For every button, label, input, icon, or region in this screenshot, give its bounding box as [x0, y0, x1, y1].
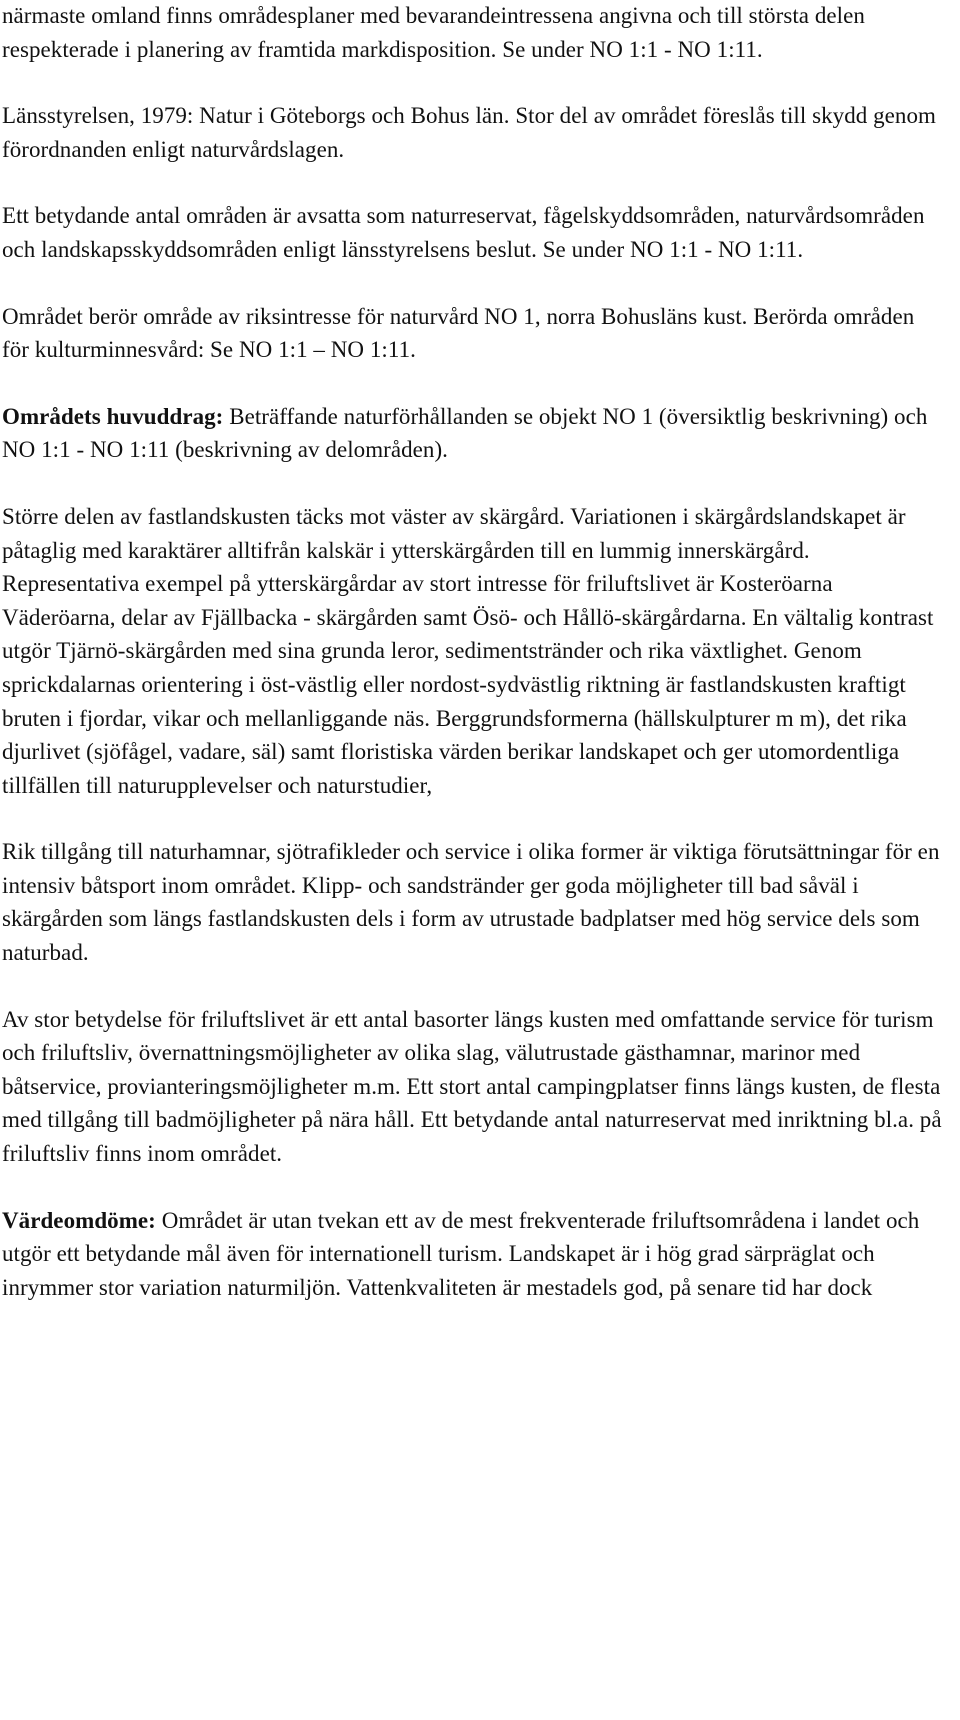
paragraph-riksintresse: Området berör område av riksintresse för naturvård NO 1, norra Bohusläns kust. Berörda områden för kulturminnesvård: Se NO 1:1 – NO 1:11.	[2, 303, 915, 363]
paragraph-gap	[2, 1171, 946, 1204]
paragraph-gap	[2, 66, 946, 99]
section-heading-huvuddrag: Områdets huvuddrag:	[2, 403, 224, 429]
paragraph-planning: närmaste omland finns områdesplaner med bevarandeintressena angivna och till största delen respekterade i planering av framtida markdisposition. Se under NO 1:1 - NO 1:11.	[2, 3, 865, 62]
paragraph-gap	[2, 166, 946, 199]
paragraph-reserves: Ett betydande antal områden är avsatta som naturreservat, fågelskyddsområden, naturvårdsområden och landskapsskyddsområden enligt länsstyrelsens beslut. Se under NO 1:1 - NO 1:11.	[2, 203, 925, 262]
paragraph-basorter: Av stor betydelse för friluftslivet är ett antal basorter längs kusten med omfattande service för turism och friluftsliv, övernattningsmöjligheter av olika slag, välutrustade gästhamnar, marinor med båtservice, provianteringsmöjligheter m.m. Ett stort antal campingplatser finns längs kusten, de flesta med tillgång till badmöjligheter på nära håll. Ett betydande antal naturreservat med inriktning bl.a. på friluftsliv finns inom området.	[2, 1006, 942, 1167]
paragraph-vardeomdome-text: Området är utan tvekan ett av de mest frekventerade friluftsområdena i landet och utgör ett betydande mål även för internationell turism. Landskapet är i hög grad särpräglat och inrymmer stor variation naturmiljön. Vattenkvaliteten är mestadels god, på senare tid har dock	[2, 1207, 920, 1300]
paragraph-gap	[2, 970, 946, 1003]
paragraph-huvuddrag	[2, 400, 946, 467]
paragraph-huvuddrag-text: Beträffande naturförhållanden se objekt NO 1 (översiktlig beskrivning) och NO 1:1 - NO 1:11 (beskrivning av delområden).	[2, 403, 928, 463]
section-heading-vardeomdome: Värdeomdöme:	[2, 1207, 156, 1233]
paragraph-vardeomdome	[2, 1204, 946, 1305]
paragraph-gap	[2, 367, 946, 400]
paragraph-gap	[2, 802, 946, 835]
paragraph-batsport: Rik tillgång till naturhamnar, sjötrafikleder och service i olika former är viktiga förutsättningar för en intensiv båtsport inom området. Klipp- och sandstränder ger goda möjligheter till bad såväl i skärgården som längs fastlandskusten dels i form av utrustade badplatser med hög service dels som naturbad.	[2, 839, 940, 966]
paragraph-gap	[2, 467, 946, 500]
paragraph-skargard: Större delen av fastlandskusten täcks mot väster av skärgård. Variationen i skärgårdslandskapet är påtaglig med karaktärer alltifrån kalskär i ytterskärgården till en lummig innerskärgård. Representativa exempel på ytterskärgårdar av stort intresse för friluftslivet är Kosteröarna Väderöarna, delar av Fjällbacka - skärgården samt Ösö- och Hållö-skärgårdarna. En vältalig kontrast utgör Tjärnö-skärgården med sina grunda leror, sedimentstränder och rika växtlighet. Genom sprickdalarnas orientering i öst-västlig eller nordost-sydvästlig riktning är fastlandskusten kraftigt bruten i fjordar, vikar och mellanliggande näs. Berggrundsformerna (hällskulpturer m m), det rika djurlivet (sjöfågel, vadare, säl) samt floristiska värden berikar landskapet och ger utomordentliga tillfällen till naturupplevelser och naturstudier,	[2, 503, 934, 798]
paragraph-lansstyrelsen: Länsstyrelsen, 1979: Natur i Göteborgs och Bohus län. Stor del av området föreslås till skydd genom förordnanden enligt naturvårdslagen.	[2, 103, 936, 162]
paragraph-gap	[2, 267, 946, 300]
